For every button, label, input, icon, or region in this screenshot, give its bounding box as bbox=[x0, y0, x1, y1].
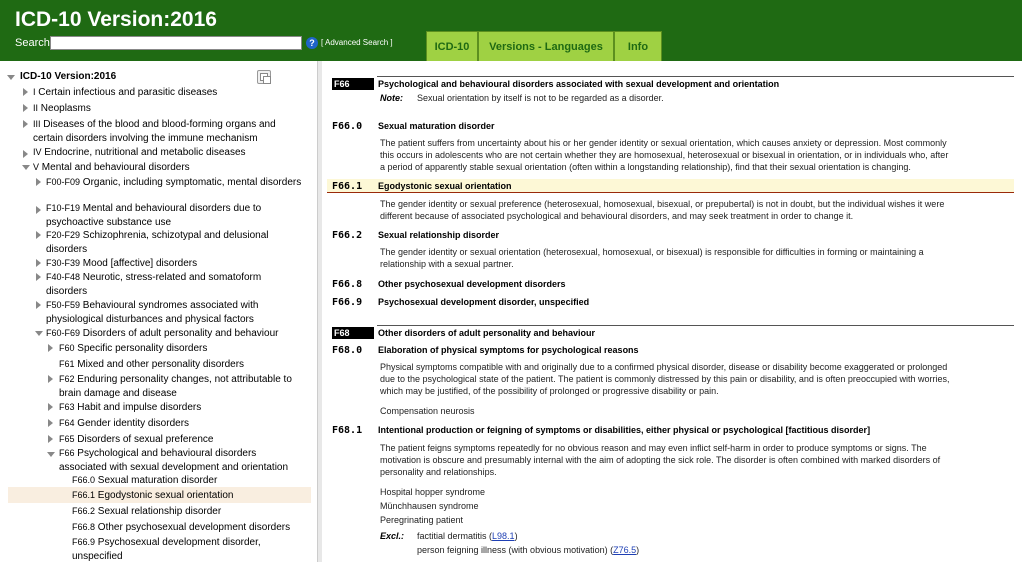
tree-item-f66-1[interactable]: F66.1 Egodystonic sexual orientation bbox=[72, 490, 234, 501]
collapse-right-icon[interactable] bbox=[23, 88, 28, 96]
collapse-right-icon[interactable] bbox=[23, 120, 28, 128]
inclusion-term: Münchhausen syndrome bbox=[380, 501, 479, 511]
tree-item-f20-f29[interactable]: F20-F29 Schizophrenia, schizotypal and delusional disorders bbox=[46, 230, 269, 255]
tree-item-f66[interactable]: F66 Psychological and behavioural disorders associated with sexual development and orientation bbox=[59, 448, 289, 473]
category-code-f66: F66 bbox=[332, 78, 374, 90]
collapse-right-icon[interactable] bbox=[23, 150, 28, 158]
link-l98-1[interactable]: L98.1 bbox=[492, 531, 515, 541]
collapse-right-icon[interactable] bbox=[36, 206, 41, 214]
exclusion-item: factitial dermatitis (L98.1) bbox=[417, 531, 518, 541]
code-f66-8: F66.8 bbox=[332, 279, 363, 290]
desc-f66-2: The gender identity or sexual orientation (heterosexual, homosexual, or bisexual) is responsible for difficulties in forming or maintaining a relationship with a sexual partner. bbox=[380, 247, 924, 269]
collapse-right-icon[interactable] bbox=[48, 419, 53, 427]
copy-icon[interactable] bbox=[257, 70, 271, 84]
tree-item-f60[interactable]: F60 Specific personality disorders bbox=[59, 343, 208, 354]
title-f68-0: Elaboration of physical symptoms for psychological reasons bbox=[378, 345, 639, 355]
note-label: Note: bbox=[380, 93, 403, 103]
tree-item-f40-f48[interactable]: F40-F48 Neurotic, stress-related and somatoform disorders bbox=[46, 272, 262, 297]
tree-item-f66-2[interactable]: F66.2 Sexual relationship disorder bbox=[72, 506, 222, 517]
tree-item-chapter-i[interactable]: I Certain infectious and parasitic diseases bbox=[33, 87, 218, 98]
search-label: Search bbox=[15, 37, 50, 49]
link-z76-5[interactable]: Z76.5 bbox=[613, 545, 637, 555]
desc-f68-1: The patient feigns symptoms repeatedly for no obvious reason and may even inflict self-harm in order to produce symptoms or signs. The motivation is obscure and presumably internal with the aim of adopting the sick role. The disorder is often combined with marked disorders of personality and relationships. bbox=[380, 443, 941, 477]
collapse-right-icon[interactable] bbox=[48, 375, 53, 383]
collapse-right-icon[interactable] bbox=[36, 273, 41, 281]
tab-icd10[interactable]: ICD-10 bbox=[426, 31, 478, 61]
content-pane bbox=[322, 61, 1022, 562]
inclusion-term: Compensation neurosis bbox=[380, 406, 475, 416]
tree-item-f64[interactable]: F64 Gender identity disorders bbox=[59, 418, 190, 429]
tree-item-f65[interactable]: F65 Disorders of sexual preference bbox=[59, 434, 214, 445]
code-f66-0: F66.0 bbox=[332, 121, 363, 132]
tree-item-f61[interactable]: F61 Mixed and other personality disorders bbox=[59, 359, 245, 370]
app-title: ICD-10 Version:2016 bbox=[15, 8, 217, 31]
tree-item-f66-0[interactable]: F66.0 Sexual maturation disorder bbox=[72, 475, 218, 486]
tree-item-chapter-iii[interactable]: III Diseases of the blood and blood-forming organs and certain disorders involving the immune mechanism bbox=[33, 119, 276, 144]
collapse-right-icon[interactable] bbox=[36, 231, 41, 239]
title-f66-1: Egodystonic sexual orientation bbox=[378, 181, 512, 191]
divider bbox=[377, 325, 1014, 326]
app-header bbox=[0, 0, 1022, 61]
tab-info[interactable]: Info bbox=[614, 31, 662, 61]
title-f66-0: Sexual maturation disorder bbox=[378, 121, 495, 131]
desc-f68-0: Physical symptoms compatible with and originally due to a confirmed physical disorder, disease or disability become exaggerated or prolonged due to the psychological state of the patient. The patient is commonly distressed by this pain or disability, and is often preoccupied with worries, which may be justified, of the possibility of prolonged or progressive disability or pain. bbox=[380, 362, 950, 396]
tree-item-f66-9[interactable]: F66.9 Psychosexual development disorder, unspecified bbox=[72, 537, 261, 562]
code-f66-2: F66.2 bbox=[332, 230, 363, 241]
expand-down-icon[interactable] bbox=[35, 331, 43, 336]
exclusion-label: Excl.: bbox=[380, 531, 405, 541]
desc-f66-1: The gender identity or sexual preference (heterosexual, homosexual, bisexual, or prepubertal) is not in doubt, but the individual wishes it were different because of associated psychological and behavioural disorders, and may seek treatment in order to change it. bbox=[380, 199, 945, 221]
note-text: Sexual orientation by itself is not to be regarded as a disorder. bbox=[417, 93, 664, 103]
title-f66-9: Psychosexual development disorder, unspecified bbox=[378, 297, 590, 307]
divider bbox=[377, 76, 1014, 77]
tree-item-f66-8[interactable]: F66.8 Other psychosexual development disorders bbox=[72, 522, 291, 533]
title-f66-8: Other psychosexual development disorders bbox=[378, 279, 566, 289]
collapse-right-icon[interactable] bbox=[48, 435, 53, 443]
advanced-search-link[interactable]: [ Advanced Search ] bbox=[321, 38, 393, 47]
code-f66-1: F66.1 bbox=[332, 181, 363, 192]
tree-item-f30-f39[interactable]: F30-F39 Mood [affective] disorders bbox=[46, 258, 198, 269]
category-title-f66: Psychological and behavioural disorders associated with sexual development and orientation bbox=[378, 79, 780, 89]
code-f66-9: F66.9 bbox=[332, 297, 363, 308]
tree-item-chapter-ii[interactable]: II Neoplasms bbox=[33, 103, 91, 114]
title-f68-1: Intentional production or feigning of symptoms or disabilities, either physical or psychological [factitious disorder] bbox=[378, 425, 871, 435]
tree-item-f60-f69[interactable]: F60-F69 Disorders of adult personality and behaviour bbox=[46, 328, 279, 339]
collapse-right-icon[interactable] bbox=[36, 178, 41, 186]
inclusion-term: Peregrinating patient bbox=[380, 515, 464, 525]
category-code-f68: F68 bbox=[332, 327, 374, 339]
code-f68-0: F68.0 bbox=[332, 345, 363, 356]
code-f68-1: F68.1 bbox=[332, 425, 363, 436]
tree-item-f00-f09[interactable]: F00-F09 Organic, including symptomatic, mental disorders bbox=[46, 177, 302, 188]
exclusion-item: person feigning illness (with obvious motivation) (Z76.5) bbox=[417, 545, 640, 555]
collapse-right-icon[interactable] bbox=[48, 403, 53, 411]
expand-down-icon[interactable] bbox=[22, 165, 30, 170]
tree-item-f63[interactable]: F63 Habit and impulse disorders bbox=[59, 402, 202, 413]
tree-item-f62[interactable]: F62 Enduring personality changes, not attributable to brain damage and disease bbox=[59, 374, 292, 399]
category-title-f68: Other disorders of adult personality and behaviour bbox=[378, 328, 596, 338]
tab-versions-languages[interactable]: Versions - Languages bbox=[478, 31, 614, 61]
tree-item-chapter-v[interactable]: V Mental and behavioural disorders bbox=[33, 162, 190, 173]
chapter-tree bbox=[0, 61, 318, 562]
collapse-right-icon[interactable] bbox=[23, 104, 28, 112]
tree-root[interactable]: ICD-10 Version:2016 bbox=[20, 71, 117, 82]
expand-down-icon[interactable] bbox=[7, 75, 15, 80]
tree-item-chapter-iv[interactable]: IV Endocrine, nutritional and metabolic diseases bbox=[33, 147, 246, 158]
search-input[interactable] bbox=[50, 36, 302, 50]
collapse-right-icon[interactable] bbox=[36, 301, 41, 309]
collapse-right-icon[interactable] bbox=[36, 259, 41, 267]
inclusion-term: Hospital hopper syndrome bbox=[380, 487, 486, 497]
expand-down-icon[interactable] bbox=[47, 452, 55, 457]
tree-item-f50-f59[interactable]: F50-F59 Behavioural syndromes associated with physiological disturbances and physical factors bbox=[46, 300, 259, 325]
collapse-right-icon[interactable] bbox=[48, 344, 53, 352]
desc-f66-0: The patient suffers from uncertainty about his or her gender identity or sexual orientation, which causes anxiety or depression. Most commonly this occurs in adolescents who are not certain whether they are homosexual, heterosexual or bisexual in orientation, or in individuals who, after a period of apparently stable sexual orientation (often within a longstanding relationship), find that their sexual orientation is changing. bbox=[380, 138, 949, 172]
help-icon[interactable]: ? bbox=[306, 37, 318, 49]
title-f66-2: Sexual relationship disorder bbox=[378, 230, 500, 240]
tree-item-f10-f19[interactable]: F10-F19 Mental and behavioural disorders due to psychoactive substance use bbox=[46, 203, 262, 228]
